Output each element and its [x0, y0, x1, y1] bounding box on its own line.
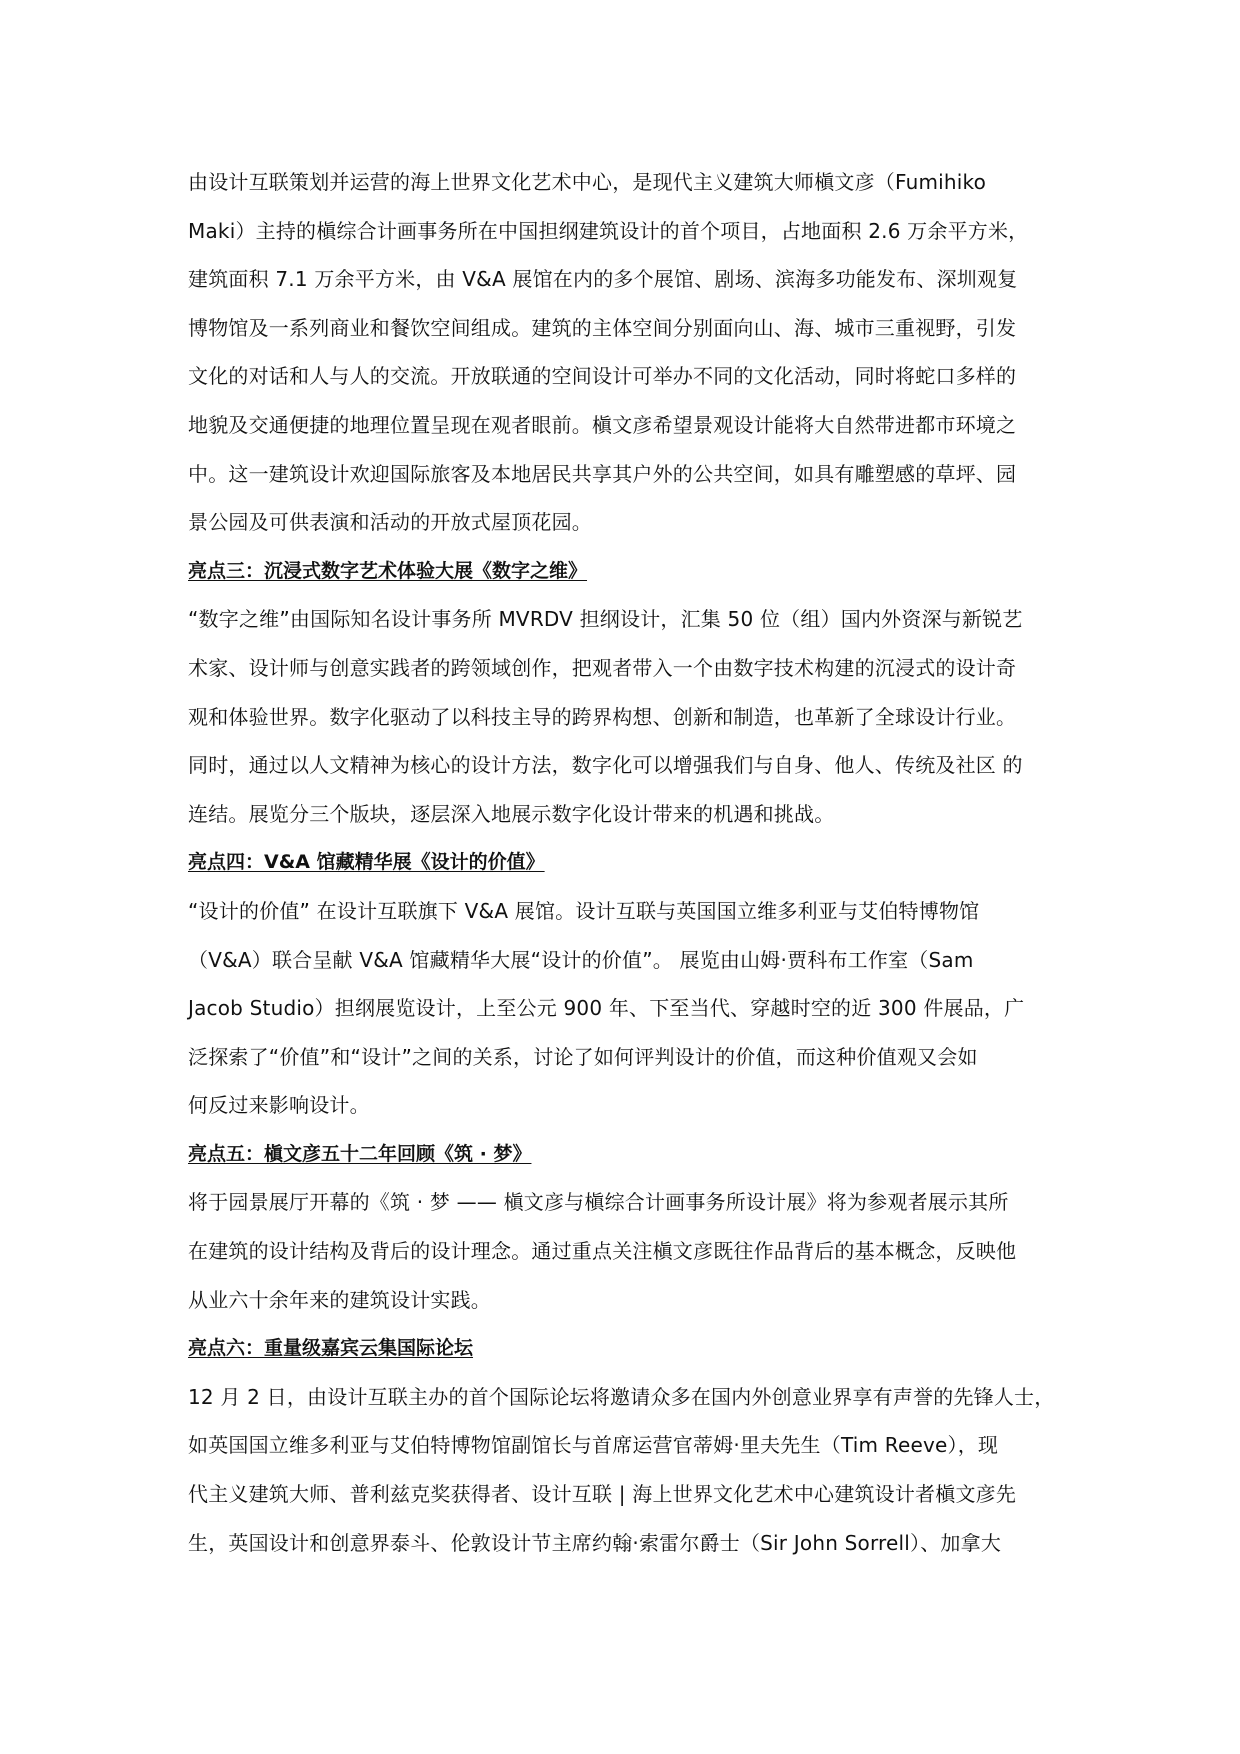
section-heading-4: 亮点四：V&A 馆藏精华展《设计的价值》 [188, 851, 545, 874]
text-line: “数字之维”由国际知名设计事务所 MVRDV 担纲设计，汇集 50 位（组）国内外资深与新锐艺 [188, 607, 1023, 632]
text-line: 由设计互联策划并运营的海上世界文化艺术中心，是现代主义建筑大师槇文彦（Fumihiko [188, 170, 987, 194]
text-line: 在建筑的设计结构及背后的设计理念。通过重点关注槇文彦既往作品背后的基本概念，反映他 [188, 1239, 1017, 1264]
text-line: 生，英国设计和创意界泰斗、伦敦设计节主席约翰·索雷尔爵士（Sir John Sorrell）、加拿大 [188, 1530, 1002, 1555]
text-line: 同时，通过以人文精神为核心的设计方法，数字化可以增强我们与自身、他人、传统及社区 的 [188, 753, 1023, 778]
text-line: Maki）主持的槇综合计画事务所在中国担纲建筑设计的首个项目，占地面积 2.6 万余平方米， [188, 218, 1029, 243]
paragraph-highlight-6 [188, 1373, 1088, 1567]
paragraph-highlight-4 [188, 887, 1088, 1130]
text-line: 观和体验世界。数字化驱动了以科技主导的跨界构想、创新和制造，也革新了全球设计行业。 [188, 704, 1017, 729]
text-line: 将于园景展厅开幕的《筑 · 梦 —— 槇文彦与槇综合计画事务所设计展》将为参观者展示其所 [188, 1190, 1009, 1215]
section-heading-3: 亮点三：沉浸式数字艺术体验大展《数字之维》 [188, 559, 588, 582]
text-line: 文化的对话和人与人的交流。开放联通的空间设计可举办不同的文化活动，同时将蛇口多样的 [188, 364, 1017, 389]
text-line: 代主义建筑大师、普利兹克奖获得者、设计互联 | 海上世界文化艺术中心建筑设计者槇文彦先 [188, 1482, 1017, 1507]
text-line: 中。这一建筑设计欢迎国际旅客及本地居民共享其户外的公共空间，如具有雕塑感的草坪、园 [188, 461, 1017, 486]
text-line: 地貌及交通便捷的地理位置呈现在观者眼前。槇文彦希望景观设计能将大自然带进都市环境之 [188, 412, 1017, 437]
text-line: （V&A）联合呈献 V&A 馆藏精华大展“设计的价值”。 展览由山姆·贾科布工作室（Sam [188, 947, 974, 972]
section-heading-5: 亮点五：槇文彦五十二年回顾《筑 · 梦》 [188, 1142, 532, 1165]
paragraph-highlight-3 [188, 595, 1088, 838]
text-line: 博物馆及一系列商业和餐饮空间组成。建筑的主体空间分别面向山、海、城市三重视野，引发 [188, 315, 1017, 340]
text-line: Jacob Studio）担纲展览设计，上至公元 900 年、下至当代、穿越时空的近 300 件展品，广 [188, 996, 1025, 1021]
section-heading-6: 亮点六：重量级嘉宾云集国际论坛 [188, 1337, 474, 1360]
paragraph-intro [188, 158, 1088, 547]
text-line: 连结。展览分三个版块，逐层深入地展示数字化设计带来的机遇和挑战。 [188, 801, 835, 826]
text-line: 景公园及可供表演和活动的开放式屋顶花园。 [188, 510, 592, 535]
text-line: 泛探索了“价值”和“设计”之间的关系，讨论了如何评判设计的价值，而这种价值观又会如 [188, 1044, 978, 1069]
text-line: 建筑面积 7.1 万余平方米，由 V&A 展馆在内的多个展馆、剧场、滨海多功能发布、深圳观复 [188, 267, 1018, 292]
text-line: “设计的价值” 在设计互联旗下 V&A 展馆。设计互联与英国国立维多利亚与艾伯特博物馆 [188, 898, 980, 923]
text-line: 如英国国立维多利亚与艾伯特博物馆副馆长与首席运营官蒂姆·里夫先生（Tim Reeve），现 [188, 1433, 999, 1458]
paragraph-highlight-5 [188, 1178, 1088, 1324]
document-page [188, 158, 1088, 1567]
text-line: 从业六十余年来的建筑设计实践。 [188, 1287, 491, 1312]
text-line: 何反过来影响设计。 [188, 1093, 370, 1118]
text-line: 12 月 2 日，由设计互联主办的首个国际论坛将邀请众多在国内外创意业界享有声誉的先锋人士， [188, 1384, 1055, 1409]
text-line: 术家、设计师与创意实践者的跨领域创作，把观者带入一个由数字技术构建的沉浸式的设计奇 [188, 655, 1017, 680]
